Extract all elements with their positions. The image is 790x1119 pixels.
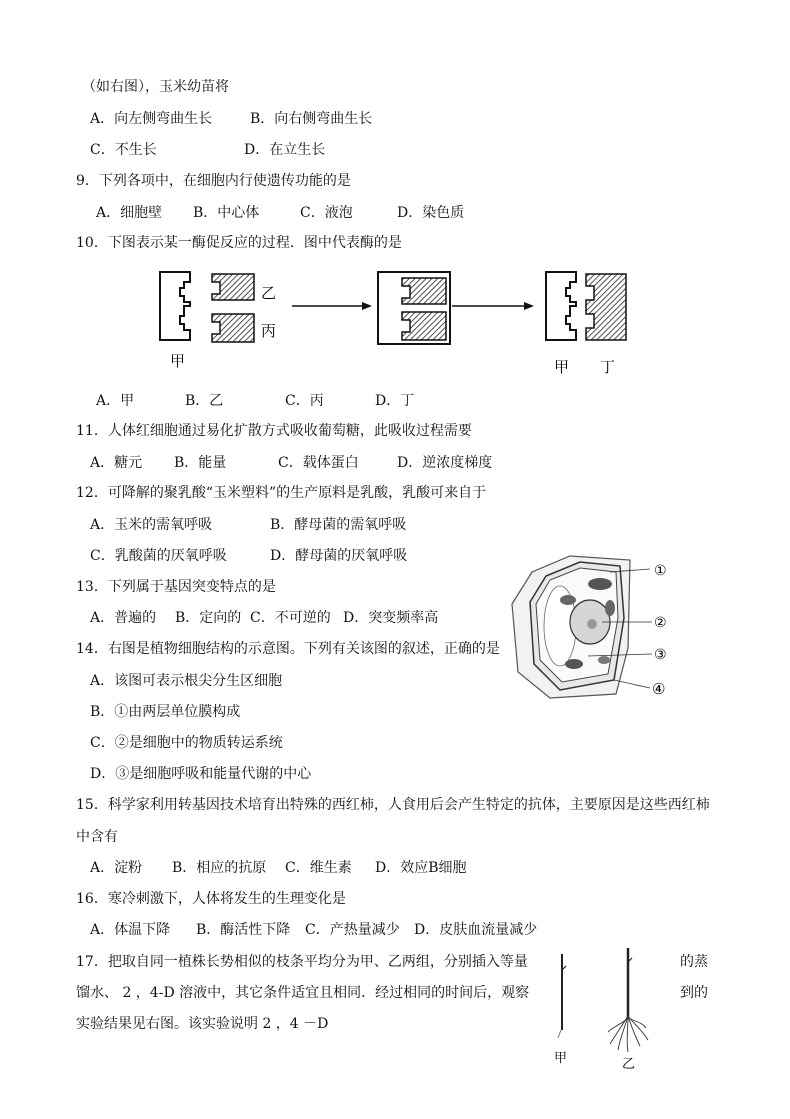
q8-option-d: D．在立生长 xyxy=(244,142,326,158)
q17-line2-end: 到的 xyxy=(680,985,708,1001)
q13-option-c: C．不可逆的 xyxy=(250,610,331,626)
cell-label-4: ④ xyxy=(652,680,666,698)
q15-stem-line2: 中含有 xyxy=(76,829,118,845)
q13-option-d: D．突变频率高 xyxy=(343,610,439,626)
q8-intro: （如右图），玉米幼苗将 xyxy=(82,79,229,95)
pointer-4 xyxy=(614,680,650,688)
golgi-body xyxy=(598,656,610,664)
cutting-label-jia: 甲 xyxy=(554,1051,568,1066)
substrate-yi xyxy=(212,274,254,300)
q10-option-b: B．乙 xyxy=(185,393,224,409)
arrow-2-head xyxy=(524,302,534,310)
q14-option-d: D．③是细胞呼吸和能量代谢的中心 xyxy=(90,766,312,782)
label-jia-left: 甲 xyxy=(170,352,186,370)
q17-line1: 17．把取自同一植株长势相似的枝条平均分为甲、乙两组，分别插入等量 xyxy=(76,954,528,970)
q11-option-a: A．糖元 xyxy=(90,455,143,471)
q15-option-d: D．效应B细胞 xyxy=(375,860,467,876)
q13-option-a: A．普遍的 xyxy=(90,610,157,626)
chloroplast-right xyxy=(605,600,615,616)
q8-option-b: B．向右侧弯曲生长 xyxy=(250,111,373,127)
q8-option-c: C．不生长 xyxy=(90,142,157,158)
q13-option-b: B．定向的 xyxy=(175,610,242,626)
q12-option-b: B．酵母菌的需氧呼吸 xyxy=(270,517,407,533)
chloroplast-top xyxy=(588,578,612,590)
q10-stem: 10．下图表示某一酶促反应的过程．图中代表酶的是 xyxy=(76,235,402,251)
plant-cell-diagram xyxy=(510,552,685,700)
q10-option-d: D．丁 xyxy=(375,393,415,409)
q9-option-a: A．细胞壁 xyxy=(96,205,163,221)
q15-stem-line1: 15．科学家利用转基因技术培育出特殊的西红柿，人食用后会产生特定的抗体，主要原因是这些西红柿 xyxy=(76,797,710,813)
q10-option-c: C．丙 xyxy=(285,393,324,409)
q12-stem: 12．可降解的聚乳酸“玉米塑料”的生产原料是乳酸，乳酸可来自于 xyxy=(76,485,487,501)
enzyme-shape-right xyxy=(546,272,576,340)
roots-yi xyxy=(608,1016,648,1052)
q16-option-a: A．体温下降 xyxy=(90,922,171,938)
stem-jia-root xyxy=(558,1030,561,1038)
q10-option-a: A．甲 xyxy=(96,393,135,409)
q12-option-a: A．玉米的需氧呼吸 xyxy=(90,517,213,533)
q16-option-d: D．皮肤血流量减少 xyxy=(414,922,538,938)
q16-option-b: B．酶活性下降 xyxy=(196,922,291,938)
cuttings-diagram xyxy=(542,946,662,1074)
enzyme-shape-left xyxy=(160,272,190,340)
q12-option-c: C．乳酸菌的厌氧呼吸 xyxy=(90,548,227,564)
arrow-1-head xyxy=(362,302,372,310)
q16-stem: 16．寒冷刺激下，人体将发生的生理变化是 xyxy=(76,891,346,907)
q17-line3: 实验结果见右图。该实验说明 2 ，4 －D xyxy=(76,1016,329,1032)
q9-option-d: D．染色质 xyxy=(397,205,465,221)
cell-label-3: ③ xyxy=(654,647,667,663)
cutting-label-yi: 乙 xyxy=(622,1057,636,1072)
q15-option-c: C．维生素 xyxy=(285,860,352,876)
label-ding: 丁 xyxy=(600,358,616,376)
q14-option-b: B．①由两层单位膜构成 xyxy=(90,704,241,720)
mitochondrion xyxy=(565,659,583,669)
q14-option-c: C．②是细胞中的物质转运系统 xyxy=(90,735,283,751)
q11-option-c: C．载体蛋白 xyxy=(278,455,359,471)
q17-line2: 馏水、 2 ，4-D 溶液中，其它条件适宜且相同．经过相同的时间后，观察 xyxy=(76,985,530,1001)
enzyme-reaction-diagram xyxy=(150,260,640,385)
q15-option-a: A．淀粉 xyxy=(90,860,143,876)
q14-option-a: A．该图可表示根尖分生区细胞 xyxy=(90,673,283,689)
q15-option-b: B．相应的抗原 xyxy=(172,860,267,876)
q17-line1-end: 的蒸 xyxy=(680,954,708,970)
q9-stem: 9．下列各项中，在细胞内行使遗传功能的是 xyxy=(76,173,351,189)
cell-label-2: ② xyxy=(654,615,667,631)
q16-option-c: C．产热量减少 xyxy=(305,922,400,938)
label-bing: 丙 xyxy=(261,322,277,340)
q14-stem: 14．右图是植物细胞结构的示意图。下列有关该图的叙述，正确的是 xyxy=(76,641,500,657)
substrate-bing xyxy=(212,314,254,342)
label-jia-right: 甲 xyxy=(554,358,570,376)
q9-option-c: C．液泡 xyxy=(300,205,353,221)
q8-option-a: A．向左侧弯曲生长 xyxy=(90,111,213,127)
q13-stem: 13．下列属于基因突变特点的是 xyxy=(76,579,276,595)
q11-option-d: D．逆浓度梯度 xyxy=(397,455,493,471)
q12-option-d: D．酵母菌的厌氧呼吸 xyxy=(270,548,408,564)
cell-label-1: ① xyxy=(654,563,667,579)
chloroplast-left xyxy=(560,595,576,605)
q11-stem: 11．人体红细胞通过易化扩散方式吸收葡萄糖，此吸收过程需要 xyxy=(76,423,472,439)
label-yi: 乙 xyxy=(261,284,277,302)
nucleolus xyxy=(587,619,597,629)
product-ding xyxy=(586,274,626,340)
q9-option-b: B．中心体 xyxy=(193,205,260,221)
q11-option-b: B．能量 xyxy=(174,455,227,471)
